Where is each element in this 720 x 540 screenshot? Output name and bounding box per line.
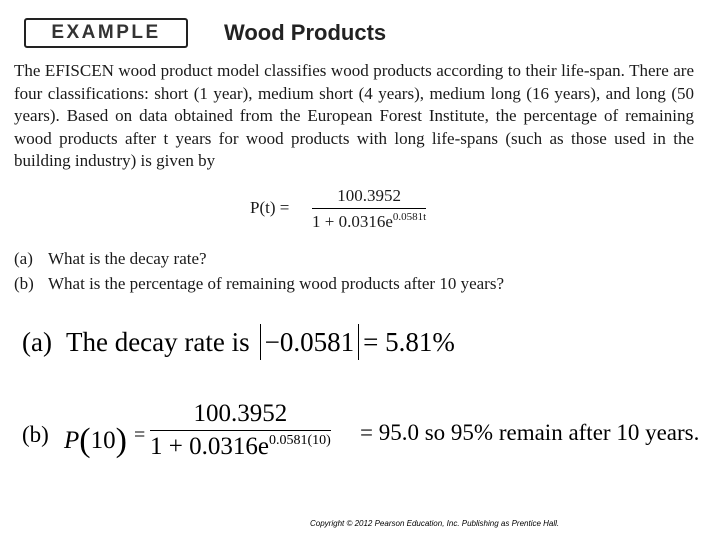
example-badge: EXAMPLE	[24, 18, 188, 48]
formula-fraction	[312, 186, 426, 232]
answer-b-label: (b)	[22, 422, 49, 447]
question-a	[14, 246, 504, 271]
answer-b-fraction	[150, 400, 331, 461]
answer-b-result: = 95.0 so 95% remain after 10 years.	[360, 420, 700, 445]
question-text: What is the percentage of remaining wood products after 10 years?	[48, 274, 504, 293]
given-formula	[250, 186, 510, 232]
answer-b-denominator-base: 1 + 0.0316e	[150, 433, 269, 460]
formula-numerator: 100.3952	[337, 186, 401, 205]
question-label: (a)	[14, 249, 33, 268]
answer-a-text: The decay rate is	[65, 326, 250, 357]
formula-exponent: 0.0581t	[392, 211, 427, 223]
answer-a	[22, 324, 455, 360]
question-b	[14, 271, 504, 296]
question-list	[14, 246, 504, 296]
function-argument: 10	[90, 427, 116, 454]
answer-a-label: (a)	[22, 326, 52, 357]
header	[24, 18, 704, 50]
problem-statement: The EFISCEN wood product model classifies wood products according to their life-span. There are four classifications: short (1 year), medium short (4 years), medium long (16 years), and long (50 years). Based on data obtained from the European Forest Institute, the percentage of remaining wood products after t years for wood products with long life-spans (such as those used in the building industry) is given by	[14, 61, 694, 171]
formula-denominator-base: 1 + 0.0316e	[312, 212, 393, 231]
formula-denominator	[312, 209, 426, 232]
answer-a-result: = 5.81%	[363, 326, 455, 357]
formula-lhs: P(t) =	[250, 198, 290, 217]
copyright-footer: Copyright © 2012 Pearson Education, Inc. Publishing as Prentice Hall.	[310, 519, 560, 528]
page-title: Wood Products	[224, 20, 387, 45]
answer-b-numerator: 100.3952	[193, 400, 288, 427]
equals-sign: =	[134, 424, 146, 446]
function-name: P	[64, 427, 80, 454]
answer-b	[22, 400, 720, 470]
absolute-value: −0.0581	[260, 324, 359, 360]
answer-b-denominator	[150, 431, 331, 461]
answer-b-lhs: P(10)	[64, 422, 127, 459]
question-label: (b)	[14, 274, 34, 293]
answer-b-exponent: 0.0581(10)	[268, 433, 331, 448]
question-text: What is the decay rate?	[48, 249, 207, 268]
